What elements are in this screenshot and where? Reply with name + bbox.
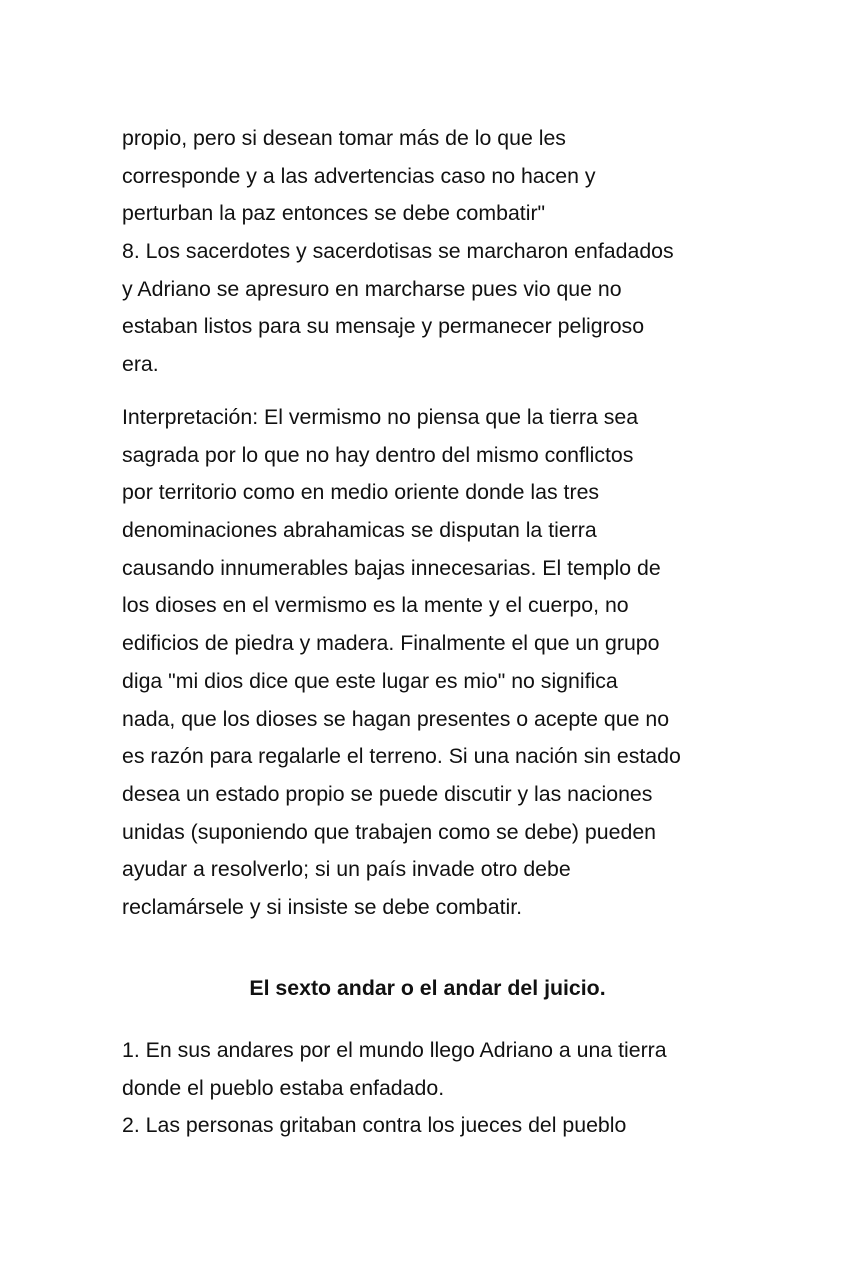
text-line: y Adriano se apresuro en marcharse pues vio que no xyxy=(122,276,622,301)
text-line: corresponde y a las advertencias caso no hacen y xyxy=(122,163,596,188)
text-line: donde el pueblo estaba enfadado. xyxy=(122,1075,445,1100)
text-line: Interpretación: El vermismo no piensa que la tierra sea xyxy=(122,405,639,429)
text-line: por territorio como en medio oriente donde las tres xyxy=(122,480,600,505)
text-line: estaban listos para su mensaje y permanecer peligroso xyxy=(122,314,645,339)
text-line: reclamársele y si insiste se debe combatir. xyxy=(122,894,523,919)
section-heading: El sexto andar o el andar del juicio. xyxy=(249,976,606,1000)
text-line: nada, que los dioses se hagan presentes o acepte que no xyxy=(122,706,670,731)
paragraph-sixth-walk xyxy=(122,1032,742,1145)
text-line: ayudar a resolverlo; si un país invade otro debe xyxy=(122,857,571,882)
text-line: 8. Los sacerdotes y sacerdotisas se marcharon enfadados xyxy=(122,239,674,264)
text-line: edificios de piedra y madera. Finalmente el que un grupo xyxy=(122,631,660,656)
text-line: era. xyxy=(122,352,159,377)
text-line: es razón para regalarle el terreno. Si una nación sin estado xyxy=(122,744,681,769)
text-line: propio, pero si desean tomar más de lo que les xyxy=(122,126,566,150)
text-line: los dioses en el vermismo es la mente y el cuerpo, no xyxy=(122,593,629,618)
text-line: causando innumerables bajas innecesarias. El templo de xyxy=(122,555,661,580)
paragraph-interpretation xyxy=(122,399,742,927)
text-line: perturban la paz entonces se debe combatir" xyxy=(122,201,546,226)
text-line: unidas (suponiendo que trabajen como se debe) pueden xyxy=(122,819,657,844)
text-line: desea un estado propio se puede discutir y las naciones xyxy=(122,781,653,806)
text-line: 2. Las personas gritaban contra los jueces del pueblo xyxy=(122,1113,627,1138)
text-line: sagrada por lo que no hay dentro del mismo conflictos xyxy=(122,442,634,467)
text-line: diga "mi dios dice que este lugar es mio" no significa xyxy=(122,668,618,693)
paragraph-verse-7-8 xyxy=(122,120,742,384)
text-line: 1. En sus andares por el mundo llego Adriano a una tierra xyxy=(122,1038,667,1062)
text-line: denominaciones abrahamicas se disputan la tierra xyxy=(122,518,597,543)
